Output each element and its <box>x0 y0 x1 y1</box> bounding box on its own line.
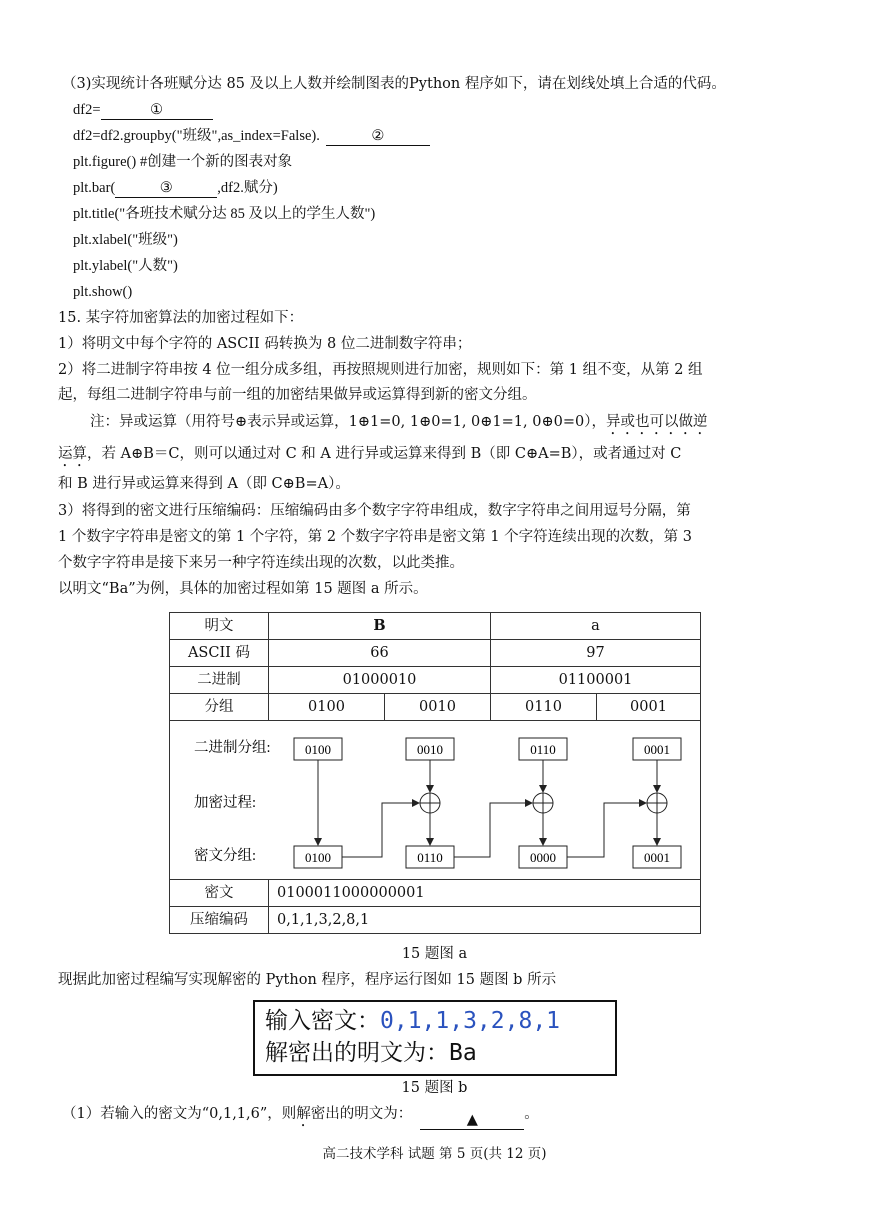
code-line-7: plt.ylabel("人数") <box>73 258 178 274</box>
note-text: 注：异或运算（用符号⊕表示异或运算，1⊕1=0, 1⊕0=1, 0⊕1=1, 0⊕0=0）， <box>90 414 606 430</box>
code-text: ,df2.赋分) <box>217 180 278 196</box>
code-line-5: plt.title("各班技术赋分达 85 及以上的学生人数") <box>73 206 376 222</box>
q15-step1: 1）将明文中每个字符的 ASCII 码转换为 8 位二进制数字符串； <box>58 336 472 352</box>
sub-question-1 <box>62 1104 539 1130</box>
row-label: 明文 <box>170 613 269 640</box>
part3-intro: （3)实现统计各班赋分达 85 及以上人数并绘制图表的Python 程序如下，请在划线处填上合适的代码。 <box>62 76 726 92</box>
label-encrypt-process: 加密过程: <box>194 795 257 811</box>
encryption-table <box>169 612 701 934</box>
answer-blank-3[interactable]: ③ <box>115 179 217 198</box>
q15-step3-a: 3）将得到的密文进行压缩编码：压缩编码由多个数字字符串组成，数字字符串之间用逗号分隔，第 <box>58 503 691 519</box>
table-row <box>170 721 701 880</box>
row-label: 密文 <box>170 880 269 907</box>
code-line-3: plt.figure() #创建一个新的图表对象 <box>73 154 293 170</box>
row-label: 压缩编码 <box>170 907 269 934</box>
table-row <box>170 667 701 694</box>
figure-a-caption: 15 题图 a <box>401 946 468 962</box>
top-group-3: 0110 <box>530 742 556 757</box>
q15-note-c: 和 B 进行异或运算来得到 A（即 C⊕B=A）。 <box>58 476 350 492</box>
page-footer: 高二技术学科 试题 第 5 页(共 12 页) <box>322 1146 547 1162</box>
q15-step2-b: 起，每组二进制字符串与前一组的加密结果做异或运算得到新的密文分组。 <box>58 387 537 403</box>
table-cell: B <box>269 613 491 640</box>
table-row <box>170 694 701 721</box>
code-line-1 <box>73 100 213 120</box>
answer-blank-sub1[interactable]: ▲ <box>420 1111 524 1130</box>
note-emphasis: 异或也可以做逆 <box>605 414 708 430</box>
answer-blank-1[interactable]: ① <box>101 101 213 120</box>
figure-b-caption: 15 题图 b <box>401 1080 468 1096</box>
q15-step3-b: 1 个数字字符串是密文的第 1 个字符，第 2 个数字字符串是密文第 1 个字符连续出现的次数，第 3 <box>58 529 692 545</box>
table-row <box>170 880 701 907</box>
output-line <box>265 1038 477 1068</box>
cipher-group-4: 0001 <box>644 850 670 865</box>
table-cell: a <box>491 613 701 640</box>
code-text: df2= <box>73 102 101 118</box>
q15-note-a <box>90 412 707 438</box>
note-text: ，若 A⊕B＝C，则可以通过对 C 和 A 进行异或运算来得到 B（即 C⊕A=B），或者通过对 C <box>87 446 682 462</box>
table-cell: 66 <box>269 640 491 667</box>
answer-blank-2[interactable]: ② <box>326 127 430 146</box>
code-line-4 <box>73 178 278 198</box>
row-label: 二进制 <box>170 667 269 694</box>
code-line-8: plt.show() <box>73 284 133 300</box>
code-text: plt.bar( <box>73 180 116 196</box>
question-text: 密出的明文为： <box>310 1106 413 1122</box>
top-group-2: 0010 <box>417 742 443 757</box>
question-text: （1）若输入的密文为“0,1,1,6”，则 <box>62 1106 297 1122</box>
cipher-group-1: 0100 <box>305 850 331 865</box>
question-emphasis: 解 <box>296 1106 311 1122</box>
cipher-group-3: 0000 <box>530 850 556 865</box>
encryption-diagram <box>170 721 700 879</box>
q15-step3-c: 个数字字符串是接下来另一种字符连续出现的次数，以此类推。 <box>58 555 464 571</box>
table-cell: 0100011000000001 <box>269 880 701 907</box>
q15-step2-a: 2）将二进制字符串按 4 位一组分成多组，再按照规则进行加密，规则如下：第 1 组不变，从第 2 组 <box>58 362 703 378</box>
table-row <box>170 640 701 667</box>
question-text: 。 <box>524 1106 539 1122</box>
table-cell: 0001 <box>597 694 701 721</box>
input-prompt: 输入密文： <box>265 1008 380 1034</box>
row-label: 分组 <box>170 694 269 721</box>
table-cell: 97 <box>491 640 701 667</box>
encryption-diagram-cell <box>170 721 701 880</box>
code-line-6: plt.xlabel("班级") <box>73 232 178 248</box>
top-group-4: 0001 <box>644 742 670 757</box>
table-cell: 0110 <box>491 694 597 721</box>
output-value: Ba <box>449 1040 477 1066</box>
note-emphasis: 运算 <box>58 446 87 462</box>
table-row <box>170 613 701 640</box>
label-binary-groups: 二进制分组: <box>194 740 271 756</box>
table-row <box>170 907 701 934</box>
cipher-group-2: 0110 <box>417 850 443 865</box>
table-cell: 0010 <box>385 694 491 721</box>
table-cell: 0100 <box>269 694 385 721</box>
code-line-2 <box>73 126 430 146</box>
code-text: df2=df2.groupby("班级",as_index=False). <box>73 128 320 144</box>
row-label: ASCII 码 <box>170 640 269 667</box>
table-cell: 01100001 <box>491 667 701 694</box>
top-group-1: 0100 <box>305 742 331 757</box>
table-cell: 01000010 <box>269 667 491 694</box>
q15-note-b <box>58 444 681 470</box>
input-line <box>265 1006 560 1036</box>
output-label: 解密出的明文为： <box>265 1040 449 1066</box>
label-cipher-groups: 密文分组: <box>194 848 257 864</box>
q15-title: 15. 某字符加密算法的加密过程如下： <box>58 310 304 326</box>
program-output-screen <box>253 1000 617 1076</box>
q15-example: 以明文“Ba”为例，具体的加密过程如第 15 题图 a 所示。 <box>58 581 428 597</box>
decrypt-intro: 现据此加密过程编写实现解密的 Python 程序，程序运行图如 15 题图 b 所示 <box>58 972 557 988</box>
table-cell: 0,1,1,3,2,8,1 <box>269 907 701 934</box>
input-value: 0,1,1,3,2,8,1 <box>380 1008 561 1034</box>
